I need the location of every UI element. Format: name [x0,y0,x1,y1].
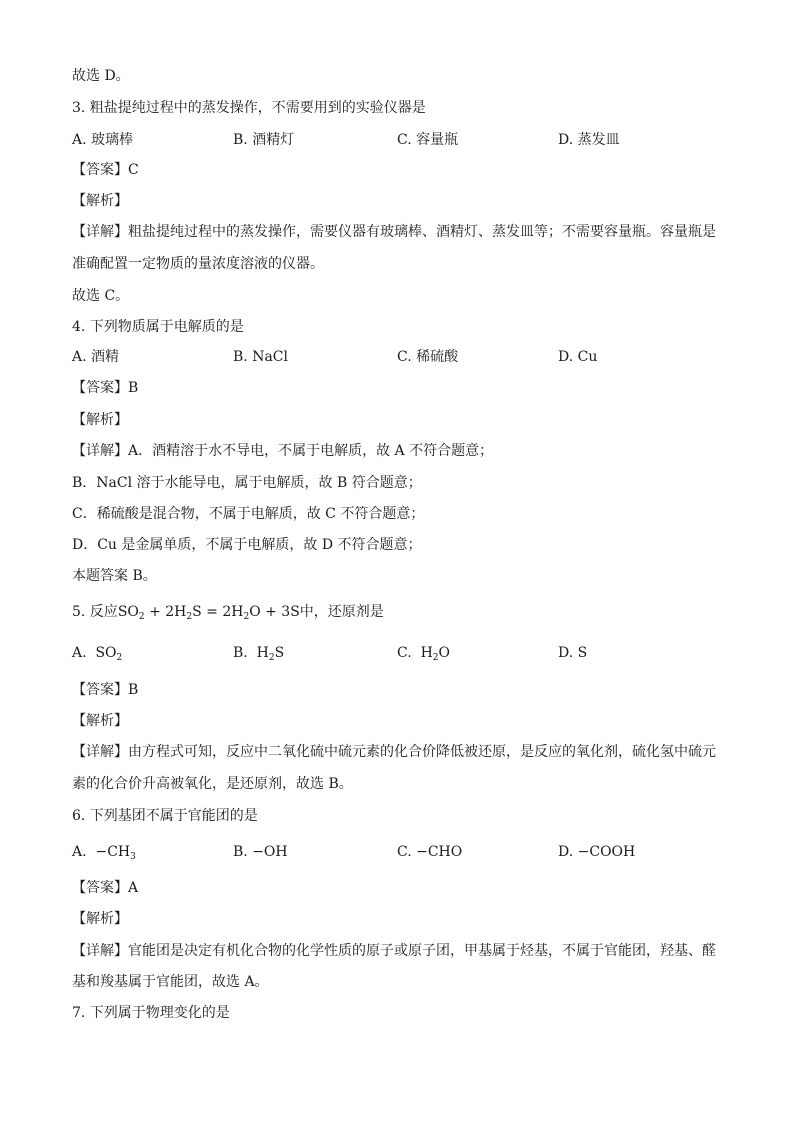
q6-option-b: B. −OH [233,844,288,860]
q3-option-c: C. 容量瓶 [397,132,459,148]
q5-detail-line-1: 【详解】由方程式可知，反应中二氧化硫中硫元素的化合价降低被还原，是反应的氧化剂，硫化氢中硫元 [72,744,716,760]
q6-option-a: A. $-CH_3$ [72,844,136,862]
q3-analysis-label: 【解析】 [72,193,128,209]
q6-option-c: C. −CHO [397,844,463,860]
q4-conclusion: 本题答案 B。 [72,568,157,584]
q5-equation: $SO_2 + 2H_2S = 2H_2O + 3S$ [117,604,300,622]
q6-analysis-label: 【解析】 [72,911,128,927]
q3-detail-line-1: 【详解】粗盐提纯过程中的蒸发操作，需要仪器有玻璃棒、酒精灯、蒸发皿等；不需要容量瓶。容量瓶是 [72,224,716,240]
q3-option-d: D. 蒸发皿 [558,132,620,148]
q6-option-d: D. −COOH [558,844,636,860]
q4-option-a: A. 酒精 [72,349,120,365]
q4-analysis-label: 【解析】 [72,412,128,428]
q3-option-b: B. 酒精灯 [233,132,295,148]
question-4: 4. 下列物质属于电解质的是 [72,319,244,335]
question-6: 6. 下列基团不属于官能团的是 [72,808,258,824]
q5-suffix: 中，还原剂是 [299,604,384,620]
q4-detail-line-4: D．Cu 是金属单质，不属于电解质，故 D 不符合题意； [72,537,422,553]
q4-option-b: B. NaCl [233,349,288,365]
q5-analysis-label: 【解析】 [72,713,128,729]
question-7: 7. 下列属于物理变化的是 [72,1005,230,1021]
q4-option-d: D. Cu [558,349,598,365]
q3-conclusion: 故选 C。 [72,288,130,304]
q3-option-a: A. 玻璃棒 [72,132,134,148]
q5-detail-line-2: 素的化合价升高被氧化，是还原剂，故选 B。 [72,776,353,792]
q3-answer: 【答案】C [72,162,139,178]
q5-option-b: B. $H_2S$ [233,645,285,663]
q4-detail-line-1: 【详解】A．酒精溶于水不导电，不属于电解质，故 A 不符合题意； [72,443,494,459]
q6-answer: 【答案】A [72,880,139,896]
q4-option-c: C. 稀硫酸 [397,349,459,365]
q3-detail-line-2: 准确配置一定物质的量浓度溶液的仪器。 [72,256,324,272]
q5-prefix: 5. 反应 [72,604,118,620]
q4-detail-line-2: B．NaCl 溶于水能导电，属于电解质，故 B 符合题意； [72,475,422,491]
q5-answer: 【答案】B [72,682,139,698]
q5-option-a: A. $SO_2$ [72,645,123,663]
q4-answer: 【答案】B [72,380,139,396]
question-3: 3. 粗盐提纯过程中的蒸发操作，不需要用到的实验仪器是 [72,100,426,116]
question-5 [72,602,384,622]
q5-option-d: D. S [558,645,588,661]
q5-option-c: C. $H_2O$ [397,645,451,663]
q6-detail-line-2: 基和羧基属于官能团，故选 A。 [72,974,269,990]
answer-conclusion-q2: 故选 D。 [72,68,130,84]
q6-detail-line-1: 【详解】官能团是决定有机化合物的化学性质的原子或原子团，甲基属于烃基，不属于官能团，羟基、醛 [72,943,716,959]
q4-detail-line-3: C．稀硫酸是混合物，不属于电解质，故 C 不符合题意； [72,506,425,522]
